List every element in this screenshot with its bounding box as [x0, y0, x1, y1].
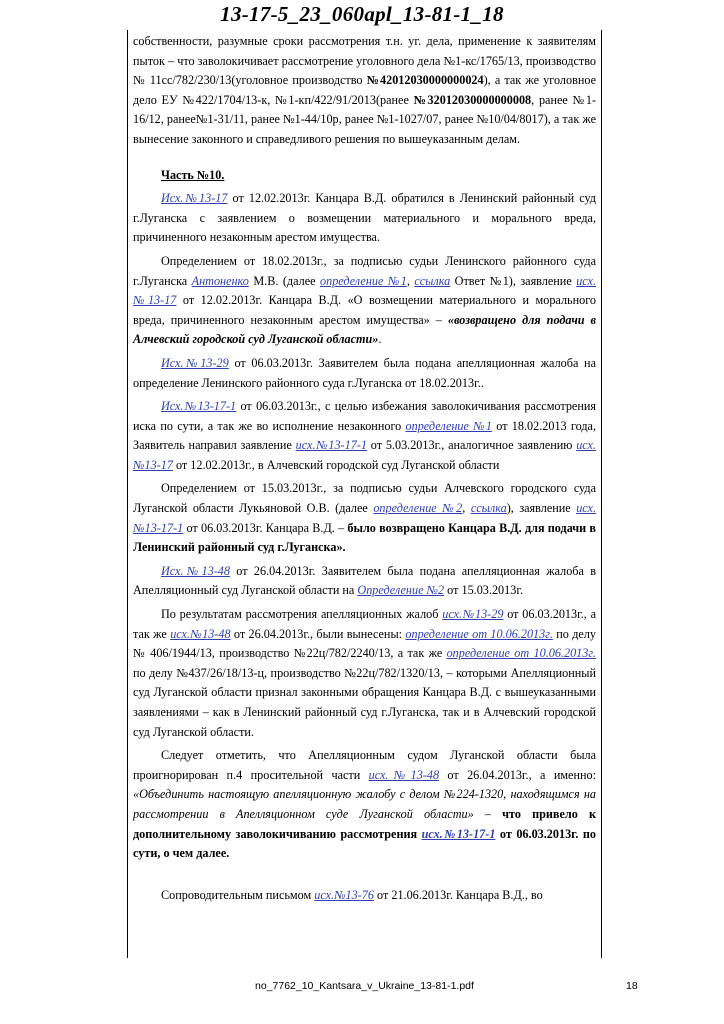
link-ref[interactable]: исх.№13-17-1 — [421, 826, 496, 841]
bold-case-number: №32012030000000008 — [413, 92, 532, 107]
link-ref[interactable]: определение от 10.06.2013г. — [446, 646, 596, 661]
text-run: собственности, разумные сроки рассмотрения т.н. уг. дела, применение к заявителям пыток – что заволокичивает рассмотрение уголовного дела №1-кс/1765/13, производство № 11сс/782/230/13(уголовное производство — [133, 34, 596, 88]
text-run: от 26.04.2013г. Заявителем была подана апелляционная жалоба в Апелляционный суд Луганской области на — [133, 563, 596, 598]
text-run: от 06.03.2013г. Канцара В.Д. – — [183, 520, 348, 535]
link-ref[interactable]: исх.№13-48 — [368, 767, 440, 782]
link-ref[interactable]: Исх.№13-48 — [161, 563, 230, 578]
bold-statement: от 06.03.2013г. по сути, о чем далее. — [133, 826, 597, 861]
link-ref[interactable]: исх.№13-76 — [314, 887, 374, 902]
text-run: от 12.02.2013г. Канцара В.Д. обратился в Ленинский районный суд г.Луганска с заявлением о возмещении материального и морального вреда, причиненного незаконным арестом имущества. — [133, 191, 597, 245]
text-run: – — [473, 806, 503, 821]
paragraph-6 — [133, 562, 596, 601]
text-run: от 15.03.2013г. — [444, 583, 523, 598]
italic-quote: «Объединить настоящую апелляционную жалобу с делом №224-1320, находящимся на рассмотрении в Апелляционном суде Луганской области» — [133, 787, 596, 821]
link-ref[interactable]: Исх.№13-29 — [161, 355, 229, 370]
text-run: от 06.03.2013г. Заявителем была подана апелляционная жалоба на определение Ленинского районного суда г.Луганска от 18.02.2013г.. — [133, 355, 596, 390]
text-run: По результатам рассмотрения апелляционных жалоб — [161, 607, 443, 622]
text-run: от 06.03.2013г., а так же — [133, 607, 597, 641]
text-run: от 5.03.2013г., аналогичное заявлению — [367, 438, 577, 453]
link-ref[interactable]: Антоненко — [191, 273, 249, 288]
link-ref[interactable]: исх.№13-17-1 — [295, 438, 368, 453]
document-body — [133, 32, 596, 905]
link-ref[interactable]: исх.№13-17-1 — [133, 501, 597, 535]
text-run: Следует отметить, что Апелляционным судом Луганской области была проигнорирован п.4 просительной части — [133, 748, 596, 782]
link-ref[interactable]: исх.№13-29 — [442, 607, 504, 622]
link-ref[interactable]: ссылка — [414, 273, 451, 288]
text-run: М.В. (далее — [248, 273, 320, 288]
section-title: Часть №10. — [161, 167, 225, 182]
paragraph-4 — [133, 397, 596, 475]
footer-page-number: 18 — [626, 980, 638, 992]
link-ref[interactable]: Определение №2 — [357, 583, 445, 598]
text-run: , — [462, 501, 471, 516]
paragraph-7 — [133, 605, 596, 742]
text-run: . — [378, 332, 382, 347]
text-run: ), а так же уголовное дело ЕУ №422/1704/13-к, №1-кп/422/91/2013(ранее — [133, 73, 596, 107]
text-run: от 06.03.2013г., с целью избежания заволокичивания рассмотрения иска по сути, а так же во исполнение незаконного — [133, 399, 596, 433]
paragraph-1 — [133, 189, 596, 248]
paragraph-continuation — [133, 32, 596, 150]
bold-statement: было возвращено Канцара В.Д. для подачи в Ленинский районный суд г.Луганска». — [133, 520, 597, 555]
text-run: от 26.04.2013г., а именно: — [439, 767, 596, 782]
text-run: , — [406, 273, 415, 288]
paragraph-3 — [133, 354, 596, 393]
text-run: по делу № 406/1944/13, производство №22ц/782/2240/13, а так же — [133, 626, 596, 661]
text-run: по делу №437/26/18/13-ц, производство №22ц/782/1320/13, – которыми Апелляционный суд Луганской области признал законными обращения Канцара В.Д. с вышеуказанными заявлениями – как в Ленинский районный суд г.Луганска, так и в Алчевский городской суд Луганской области. — [133, 665, 596, 739]
link-ref[interactable]: исх.№13-17 — [133, 273, 596, 308]
text-run: от 12.02.2013г. Канцара В.Д. «О возмещении материального и морального вреда, причиненного незаконным арестом имущества» – — [133, 293, 596, 327]
link-ref[interactable]: Исх.№13-17-1 — [161, 399, 237, 414]
link-ref[interactable]: определение от 10.06.2013г. — [405, 626, 553, 641]
footer-filename: no_7762_10_Kantsara_v_Ukraine_13-81-1.pdf — [255, 980, 474, 992]
paragraph-9 — [133, 886, 596, 906]
paragraph-5 — [133, 479, 596, 557]
link-ref[interactable]: определение №2 — [373, 501, 463, 516]
link-ref[interactable]: Исх.№13-17 — [161, 191, 228, 206]
document-header-title: 13-17-5_23_060apl_13-81-1_18 — [220, 2, 504, 26]
bold-statement: что привело к дополнительному заволокичиванию рассмотрения — [133, 806, 597, 841]
text-run: Определением от 18.02.2013г., за подписью судьи Ленинского районного суда г.Луганска — [133, 253, 596, 288]
link-ref[interactable]: исх.№13-48 — [170, 626, 231, 641]
text-run: , ранее №1-16/12, ранее№1-31/11, ранее №1-44/10р, ранее №1-1027/07, ранее №10/04/8017), а так же вынесение законного и справедливого решения по вышеуказанным делам. — [133, 92, 597, 146]
text-run: от 21.06.2013г. Канцара В.Д., во — [374, 887, 543, 902]
text-run: Ответ №1), заявление — [450, 273, 577, 288]
link-ref[interactable]: определение №1 — [405, 418, 492, 433]
link-ref[interactable]: ссылка — [470, 501, 507, 516]
text-run: от 12.02.2013г., в Алчевский городской суд Луганской области — [172, 457, 500, 472]
text-run: ), заявление — [506, 501, 577, 516]
text-run: от 26.04.2013г., были вынесены: — [230, 626, 406, 641]
text-run: Определением от 15.03.2013г., за подписью судьи Алчевского городского суда Луганской области Лукьяновой О.В. (далее — [133, 481, 596, 516]
text-run: от 18.02.2013 года, Заявитель направил заявление — [133, 418, 596, 453]
paragraph-8 — [133, 746, 596, 864]
text-run: Сопроводительным письмом — [161, 887, 315, 902]
bold-case-number: №42012030000000024 — [366, 73, 484, 88]
link-ref[interactable]: исх.№13-17 — [133, 438, 596, 472]
paragraph-2 — [133, 252, 596, 350]
bold-italic-quote: «возвращено для подачи в Алчевский городской суд Луганской области» — [133, 312, 597, 347]
link-ref[interactable]: определение №1 — [320, 273, 407, 288]
